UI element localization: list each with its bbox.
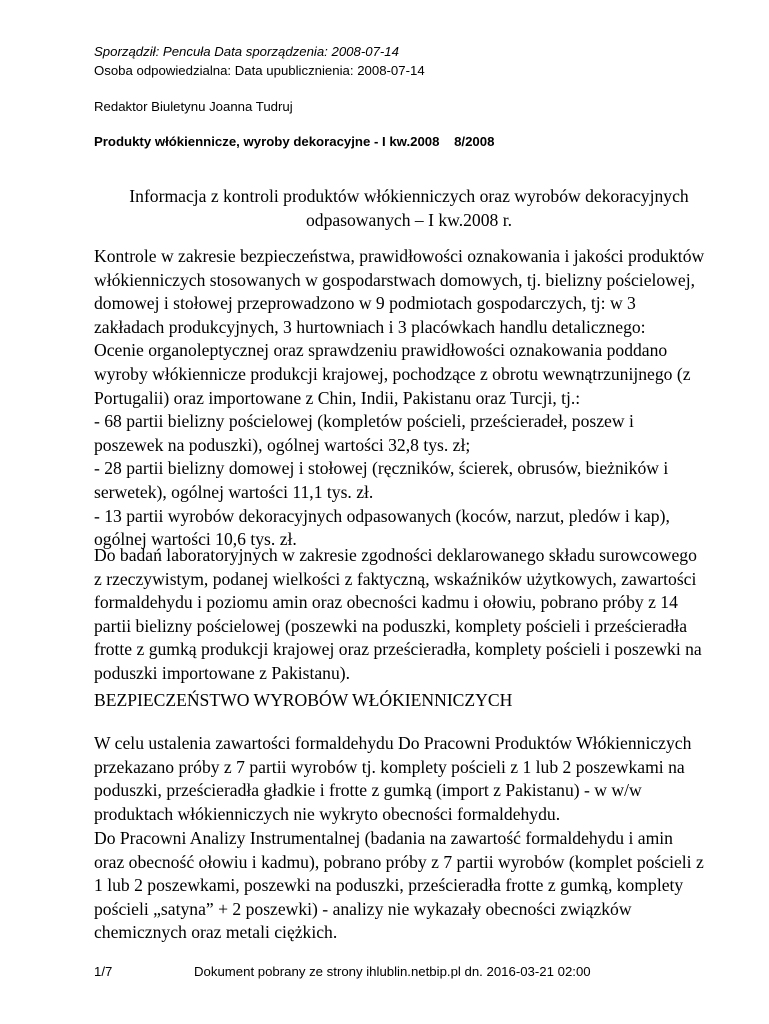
paragraph-line: W celu ustalenia zawartości formaldehydu Do Pracowni Produktów Włókienniczych [94, 733, 692, 753]
paragraph-line: ogólnej wartości 10,6 tys. zł. [94, 529, 297, 550]
paragraph-line: chemicznych oraz metali ciężkich. [94, 922, 338, 943]
section-heading: BEZPIECZEŃSTWO WYROBÓW WŁÓKIENNICZYCH [94, 690, 513, 710]
paragraph-formaldehyde [94, 732, 724, 826]
paragraph-laboratory-tests [94, 544, 724, 686]
document-title [94, 185, 724, 232]
paragraph-line: partii bielizny pościelowej (poszewki na poduszki, komplety pościeli i prześcieradła [94, 615, 688, 636]
paragraph-line: Ocenie organoleptycznej oraz sprawdzeniu prawidłowości oznakowania poddano [94, 340, 668, 361]
paragraph-line: frotte z gumką produkcji krajowej oraz prześcieradła, komplety pościeli i poszewki na [94, 639, 702, 660]
paragraph-line: zakładach produkcyjnych, 3 hurtowniach i 3 placówkach handlu detalicznego: [94, 316, 646, 337]
paragraph-line: domowej i stołowej przeprowadzono w 9 podmiotach gospodarczych, tj: w 3 [94, 293, 636, 314]
paragraph-line: 1 lub 2 poszewkami, poszewki na poduszki, prześcieradła frotte z gumką, komplety [94, 875, 684, 896]
prepared-by-line: Sporządził: Pencuła Data sporządzenia: 2008-07-14 [94, 44, 399, 59]
paragraph-line: pościeli „satyna” + 2 poszewki) - analizy nie wykazały obecności związków [94, 898, 632, 919]
paragraph-line: oraz obecność ołowiu i kadmu), pobrano próby z 7 partii wyrobów (komplet pościeli z [94, 851, 704, 872]
paragraph-line: - 68 partii bielizny pościelowej (kompletów pościeli, prześcieradeł, poszew i [94, 411, 634, 432]
paragraph-line: z rzeczywistym, podanej wielkości z faktyczną, wskaźników użytkowych, zawartości [94, 568, 697, 589]
paragraph-inspection-scope [94, 245, 724, 552]
paragraph-line: przekazano próby z 7 partii wyrobów tj. komplety pościeli z 1 lub 2 poszewkami na [94, 756, 685, 777]
subject-line: Produkty włókiennicze, wyroby dekoracyjne - I kw.2008 8/2008 [94, 134, 495, 149]
paragraph-line: formaldehydu i poziomu amin oraz obecności kadmu i ołowiu, pobrano próby z 14 [94, 592, 678, 613]
editor-line: Redaktor Biuletynu Joanna Tudruj [94, 99, 293, 114]
footer-source: Dokument pobrany ze strony ihlublin.netbip.pl dn. 2016-03-21 02:00 [194, 964, 591, 979]
responsible-line: Osoba odpowiedzialna: Data upublicznienia: 2008-07-14 [94, 63, 425, 78]
paragraph-line: Portugalii) oraz importowane z Chin, Indii, Pakistanu oraz Turcji, tj.: [94, 387, 581, 408]
paragraph-line: - 28 partii bielizny domowej i stołowej (ręczników, ścierek, obrusów, bieżników i [94, 458, 669, 479]
page-number: 1/7 [94, 964, 113, 979]
paragraph-line: poszewek na poduszki), ogólnej wartości 32,8 tys. zł; [94, 434, 471, 455]
title-line: odpasowanych – I kw.2008 r. [305, 209, 513, 230]
paragraph-line: serwetek), ogólnej wartości 11,1 tys. zł. [94, 481, 374, 502]
paragraph-line: poduszki importowane z Pakistanu). [94, 662, 351, 683]
paragraph-instrumental-analysis [94, 827, 724, 945]
paragraph-line: - 13 partii wyrobów dekoracyjnych odpasowanych (koców, narzut, pledów i kap), [94, 505, 670, 526]
paragraph-line: Kontrole w zakresie bezpieczeństwa, prawidłowości oznakowania i jakości produktów [94, 246, 705, 266]
paragraph-line: wyroby włókiennicze produkcji krajowej, pochodzące z obrotu wewnątrzunijnego (z [94, 363, 691, 384]
title-line: Informacja z kontroli produktów włókienniczych oraz wyrobów dekoracyjnych [129, 186, 689, 206]
paragraph-line: poduszki, prześcieradła gładkie i frotte z gumką (import z Pakistanu) - w w/w [94, 780, 642, 801]
paragraph-line: Do Pracowni Analizy Instrumentalnej (badania na zawartość formaldehydu i amin [94, 828, 673, 848]
paragraph-line: produktach włókienniczych nie wykryto obecności formaldehydu. [94, 803, 561, 824]
paragraph-line: Do badań laboratoryjnych w zakresie zgodności deklarowanego składu surowcowego [94, 545, 697, 565]
paragraph-line: włókienniczych stosowanych w gospodarstwach domowych, tj. bielizny pościelowej, [94, 269, 695, 290]
